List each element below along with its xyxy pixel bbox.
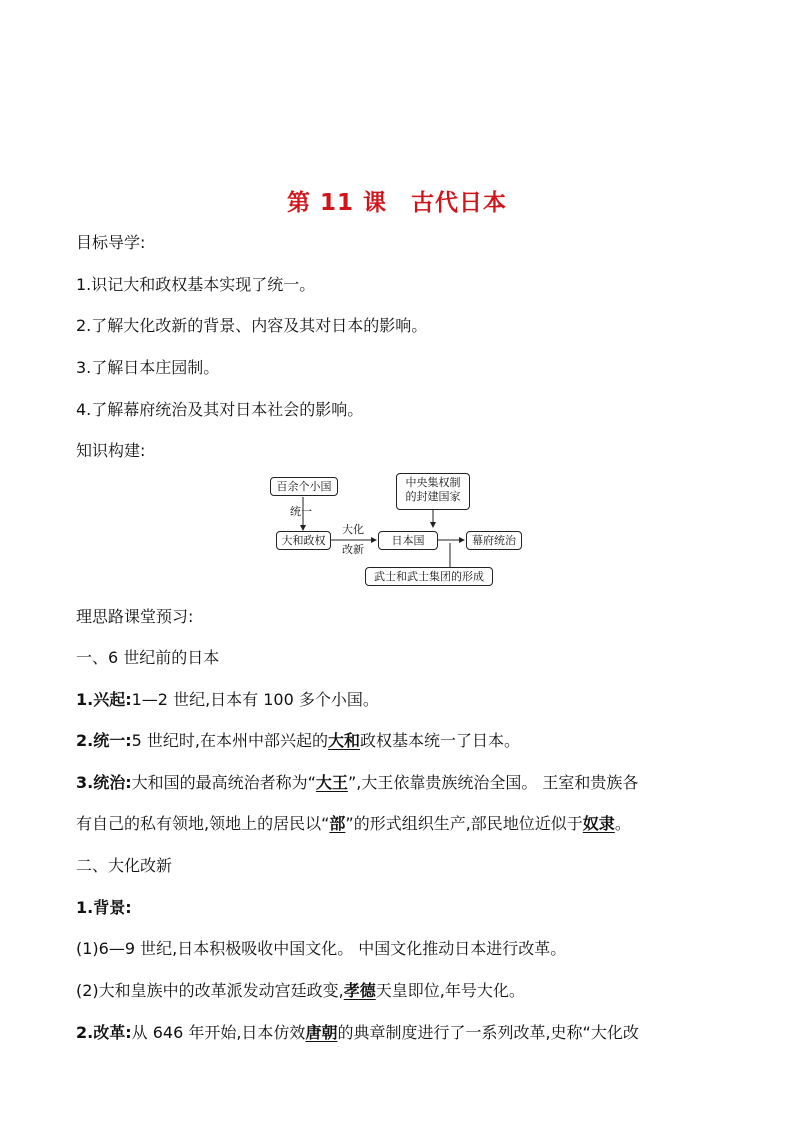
section1-heading: 一、6 世纪前的日本 xyxy=(76,648,220,667)
objective-item-2: 2.了解大化改新的背景、内容及其对日本的影响。 xyxy=(76,316,428,335)
background-item-2-text: (2)大和皇族中的改革派发动宫廷政变, xyxy=(76,981,344,1000)
preview-heading: 理思路课堂预习: xyxy=(76,607,194,626)
key-term-be: 部 xyxy=(329,814,346,833)
objective-item-3: 3.了解日本庄园制。 xyxy=(76,358,220,377)
paragraph-unify-label: 2.统一: xyxy=(76,731,132,750)
paragraph-reform-text: 从 646 年开始,日本仿效 xyxy=(131,1023,306,1042)
box-samurai: 武士和武士集团的形成 xyxy=(365,567,493,586)
paragraph-unify-text-end: 政权基本统一了日本。 xyxy=(360,731,521,750)
background-label: 1.背景: xyxy=(76,898,132,917)
objectives-heading: 目标导学: xyxy=(76,233,146,252)
key-term-great-king: 大王 xyxy=(315,773,348,792)
paragraph-reform xyxy=(76,1022,639,1044)
box-central-state xyxy=(396,473,470,510)
paragraph-rule-line2 xyxy=(76,813,631,835)
paragraph-unify-text: 5 世纪时,在本州中部兴起的 xyxy=(131,731,328,750)
box-central-line1: 中央集权制 xyxy=(405,476,461,489)
key-term-yamato: 大和 xyxy=(327,731,360,750)
box-japan: 日本国 xyxy=(378,531,438,550)
background-item-2-end: 天皇即位,年号大化。 xyxy=(375,981,525,1000)
background-item-1: (1)6—9 世纪,日本积极吸收中国文化。 中国文化推动日本进行改革。 xyxy=(76,939,567,958)
page-title: 第 11 课 古代日本 xyxy=(286,190,508,216)
paragraph-rise-text: 1—2 世纪,日本有 100 多个小国。 xyxy=(131,690,379,709)
key-term-slave: 奴隶 xyxy=(582,814,615,833)
box-yamato: 大和政权 xyxy=(276,531,331,550)
label-reform-top: 大化 xyxy=(342,523,364,536)
knowledge-heading: 知识构建: xyxy=(76,441,146,460)
paragraph-rule-line2-text: 有自己的私有领地,领地上的居民以“ xyxy=(76,814,330,833)
paragraph-rise-label: 1.兴起: xyxy=(76,690,132,709)
paragraph-rule-label: 3.统治: xyxy=(76,773,132,792)
paragraph-reform-label: 2.改革: xyxy=(76,1023,132,1042)
section2-heading: 二、大化改新 xyxy=(76,856,173,875)
paragraph-reform-end: 的典章制度进行了一系列改革,史称“大化改 xyxy=(337,1023,639,1042)
label-reform-bottom: 改新 xyxy=(342,543,364,556)
label-unify: 统一 xyxy=(290,505,312,518)
objective-item-4: 4.了解幕府统治及其对日本社会的影响。 xyxy=(76,400,364,419)
box-small-states: 百余个小国 xyxy=(270,477,338,496)
paragraph-unify xyxy=(76,730,520,752)
knowledge-diagram xyxy=(262,470,532,590)
key-term-tang: 唐朝 xyxy=(305,1023,338,1042)
paragraph-rule-line2-mid: ”的形式组织生产,部民地位近似于 xyxy=(345,814,583,833)
box-shogunate: 幕府统治 xyxy=(466,531,522,550)
paragraph-rule-line1 xyxy=(76,772,638,794)
paragraph-rule-text-mid: ”,大王依靠贵族统治全国。 王室和贵族各 xyxy=(347,773,639,792)
box-central-line2: 的封建国家 xyxy=(405,490,461,503)
paragraph-rise xyxy=(76,689,379,711)
paragraph-rule-text: 大和国的最高统治者称为“ xyxy=(131,773,316,792)
paragraph-rule-line2-end: 。 xyxy=(614,814,631,833)
background-item-2 xyxy=(76,980,525,1002)
key-term-kotoku: 孝德 xyxy=(343,981,376,1000)
objective-item-1: 1.识记大和政权基本实现了统一。 xyxy=(76,275,316,294)
